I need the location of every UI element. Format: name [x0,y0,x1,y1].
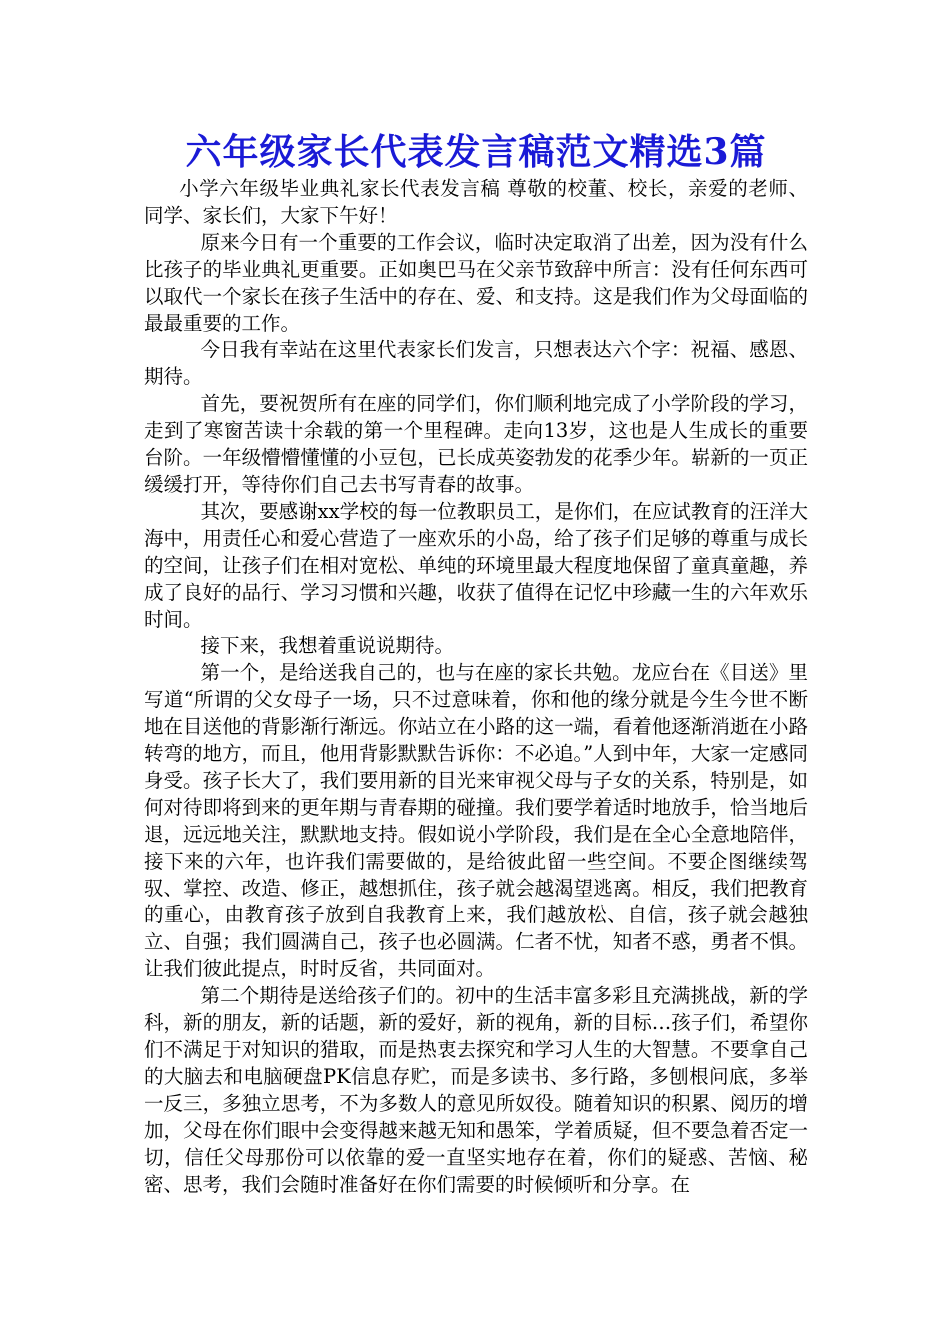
paragraph-reason: 原来今日有一个重要的工作会议，临时决定取消了出差，因为没有什么比孩子的毕业典礼更重要。正如奥巴马在父亲节致辞中所言：没有任何东西可以取代一个家长在孩子生活中的存在、爱、和支持。这是我们作为父母面临的最最重要的工作。 [144,230,808,335]
document-title: 六年级家长代表发言稿范文精选3篇 [185,131,767,173]
paragraph-thanks: 其次，要感谢xx学校的每一位教职员工，是你们，在应试教育的汪洋大海中，用责任心和爱心营造了一座欢乐的小岛，给了孩子们足够的尊重与成长的空间，让孩子们在相对宽松、单纯的环境里最大程度地保留了童真童趣，养成了良好的品行、学习习惯和兴趣，收获了值得在记忆中珍藏一生的六年欢乐时间。 [144,499,808,631]
paragraph-expectation-one: 第一个，是给送我自己的，也与在座的家长共勉。龙应台在《目送》里写道“所谓的父女母子一场，只不过意味着，你和他的缘分就是今生今世不断地在目送他的背影渐行渐远。你站立在小路的这一端，看着他逐渐消逝在小路转弯的地方，而且，他用背影默默告诉你：不必追。”人到中年，大家一定感同身受。孩子长大了，我们要用新的目光来审视父母与子女的关系，特别是，如何对待即将到来的更年期与青春期的碰撞。我们要学着适时地放手，恰当地后退，远远地关注，默默地支持。假如说小学阶段，我们是在全心全意地陪伴，接下来的六年，也许我们需要做的，是给彼此留一些空间。不要企图继续驾驭、掌控、改造、修正，越想抓住，孩子就会越渴望逃离。相反，我们把教育的重心，由教育孩子放到自我教育上来，我们越放松、自信，孩子就会越独立、自强；我们圆满自己，孩子也必圆满。仁者不忧，知者不惑，勇者不惧。让我们彼此提点，时时反省，共同面对。 [144,661,808,981]
paragraph-six-words: 今日我有幸站在这里代表家长们发言，只想表达六个字：祝福、感恩、期待。 [144,338,808,389]
document-body [144,176,808,1198]
paragraph-expectations-intro: 接下来，我想着重说说期待。 [200,634,455,658]
paragraph-opening: 小学六年级毕业典礼家长代表发言稿 尊敬的校董、校长，亲爱的老师、同学、家长们，大家下午好！ [144,177,808,227]
paragraph-congratulations: 首先，要祝贺所有在座的同学们，你们顺利地完成了小学阶段的学习，走到了寒窗苦读十余载的第一个里程碑。走向13岁，这也是人生成长的重要台阶。一年级懵懵懂懂的小豆包，已长成英姿勃发的花季少年。崭新的一页正缓缓打开，等待你们自己去书写青春的故事。 [144,392,808,496]
paragraph-expectation-two: 第二个期待是送给孩子们的。初中的生活丰富多彩且充满挑战，新的学科，新的朋友，新的话题，新的爱好，新的视角，新的目标…孩子们，希望你们不满足于对知识的猎取，而是热衷去探究和学习人生的大智慧。不要拿自己的大脑去和电脑硬盘PK信息存贮，而是多读书、多行路，多刨根问底，多举一反三，多独立思考，不为多数人的意见所奴役。随着知识的积累、阅历的增加，父母在你们眼中会变得越来越无知和愚笨，学着质疑，但不要急着否定一切，信任父母那份可以依靠的爱一直坚实地存在着，你们的疑惑、苦恼、秘密、思考，我们会随时准备好在你们需要的时候倾听和分享。在 [144,984,808,1196]
document-page [144,128,808,1198]
